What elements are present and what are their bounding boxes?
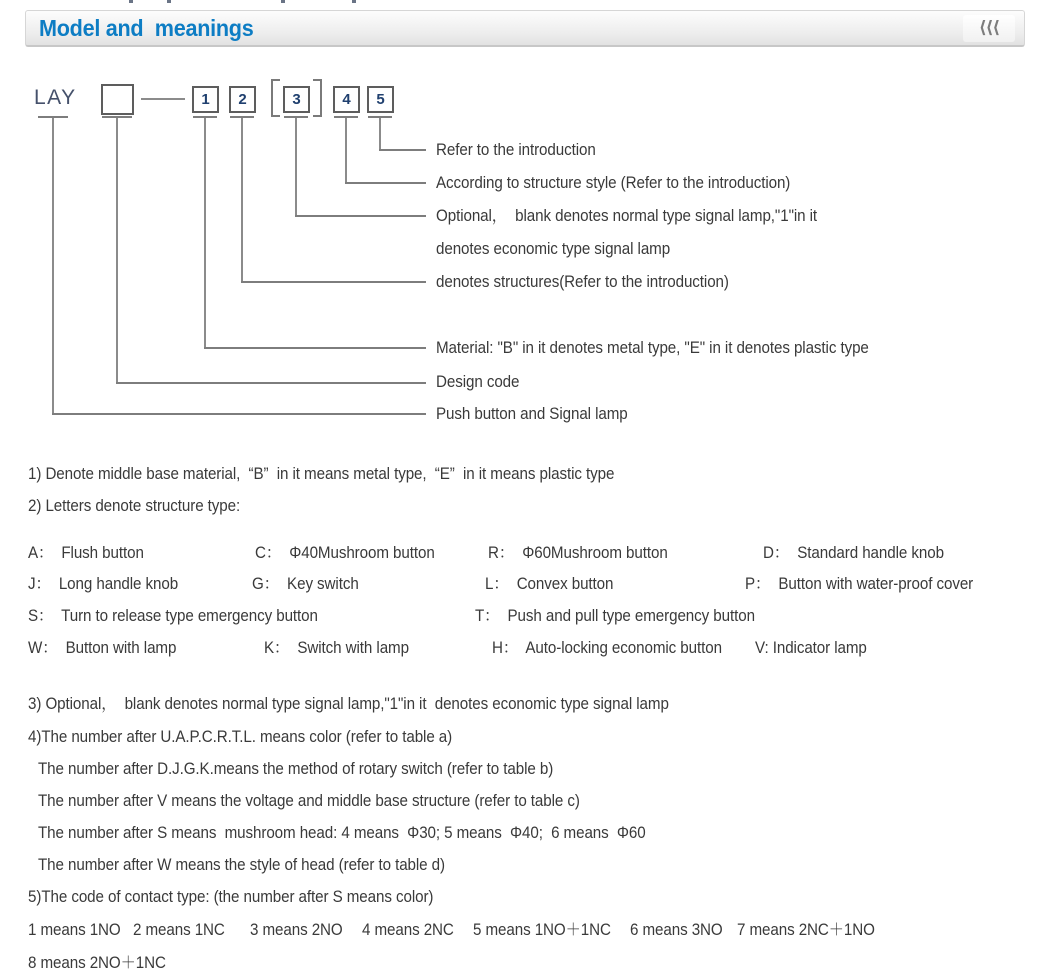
structure-type-W: W： Button with lamp — [28, 639, 177, 657]
contact-code-3: 3 means 2NO — [250, 921, 343, 939]
leader-line — [241, 281, 426, 283]
diagram-label-box2: denotes structures(Refer to the introduction) — [436, 273, 729, 291]
leader-line — [345, 182, 426, 184]
leader-line — [295, 118, 297, 217]
dash-connector — [141, 98, 185, 100]
leader-line — [52, 413, 426, 415]
diagram-label-box5: Refer to the introduction — [436, 141, 596, 159]
structure-type-V: V: Indicator lamp — [755, 639, 867, 657]
bracket-right — [313, 79, 322, 117]
diagram-label-box3-line2: denotes economic type signal lamp — [436, 240, 671, 258]
structure-type-G: G： Key switch — [252, 575, 359, 593]
cropped-text-remnant — [167, 0, 171, 3]
structure-type-D: D： Standard handle knob — [763, 544, 944, 562]
structure-type-S: S： Turn to release type emergency button — [28, 607, 318, 625]
leader-line — [241, 118, 243, 283]
diagram-label-design-code: Design code — [436, 373, 520, 391]
model-box-3: 3 — [283, 86, 310, 113]
note-1: 1) Denote middle base material, “B” in it means metal type, “E” in it means plastic type — [28, 465, 615, 483]
leader-line — [345, 118, 347, 184]
diagram-label-lay: Push button and Signal lamp — [436, 405, 628, 423]
model-box-2: 2 — [229, 86, 256, 113]
diagram-label-box3-line1: Optional， blank denotes normal type signal lamp,"1"in it — [436, 207, 818, 225]
cropped-text-remnant — [281, 0, 285, 3]
structure-type-P: P： Button with water-proof cover — [745, 575, 974, 593]
contact-code-8: 8 means 2NO＋1NC — [28, 954, 166, 972]
contact-code-4: 4 means 2NC — [362, 921, 454, 939]
section-title: Model and meanings — [39, 15, 254, 41]
section-header-bar — [25, 10, 1025, 47]
note-4b: The number after D.J.G.K.means the method of rotary switch (refer to table b) — [38, 760, 554, 778]
leader-line — [204, 118, 206, 349]
leader-line — [295, 215, 426, 217]
design-code-box — [101, 84, 134, 115]
structure-type-K: K： Switch with lamp — [264, 639, 409, 657]
structure-type-C: C： Φ40Mushroom button — [255, 544, 435, 562]
cropped-text-remnant — [352, 0, 356, 3]
contact-code-7: 7 means 2NC＋1NO — [737, 921, 875, 939]
contact-code-6: 6 means 3NO — [630, 921, 723, 939]
leader-line — [116, 382, 426, 384]
collapse-chevrons-icon[interactable]: ⟨⟨⟨ — [963, 15, 1015, 42]
note-4d: The number after S means mushroom head: 4 means Φ30; 5 means Φ40; 6 means Φ60 — [38, 824, 646, 842]
structure-type-R: R： Φ60Mushroom button — [488, 544, 668, 562]
model-box-1: 1 — [192, 86, 219, 113]
contact-code-5: 5 means 1NO＋1NC — [473, 921, 611, 939]
model-box-4: 4 — [333, 86, 360, 113]
note-4c: The number after V means the voltage and middle base structure (refer to table c) — [38, 792, 580, 810]
structure-type-T: T： Push and pull type emergency button — [475, 607, 755, 625]
leader-line — [116, 118, 118, 384]
note-5: 5)The code of contact type: (the number after S means color) — [28, 888, 434, 906]
leader-line — [52, 118, 54, 415]
model-box-5: 5 — [367, 86, 394, 113]
bracket-left — [271, 79, 280, 117]
structure-type-J: J： Long handle knob — [28, 575, 179, 593]
note-2: 2) Letters denote structure type: — [28, 497, 241, 515]
note-4a: 4)The number after U.A.P.C.R.T.L. means color (refer to table a) — [28, 728, 453, 746]
diagram-label-box4: According to structure style (Refer to the introduction) — [436, 174, 791, 192]
structure-type-A: A： Flush button — [28, 544, 144, 562]
diagram-label-box1: Material: "B" in it denotes metal type, "E" in it denotes plastic type — [436, 339, 869, 357]
contact-code-1: 1 means 1NO — [28, 921, 121, 939]
leader-line — [379, 118, 381, 151]
model-prefix: LAY — [34, 86, 77, 109]
structure-type-H: H： Auto-locking economic button — [492, 639, 722, 657]
note-3: 3) Optional， blank denotes normal type signal lamp,"1"in it denotes economic type signal lamp — [28, 695, 669, 713]
leader-line — [379, 149, 426, 151]
cropped-text-remnant — [129, 0, 133, 3]
contact-code-2: 2 means 1NC — [133, 921, 225, 939]
structure-type-L: L： Convex button — [485, 575, 614, 593]
note-4e: The number after W means the style of head (refer to table d) — [38, 856, 445, 874]
leader-line — [204, 347, 426, 349]
